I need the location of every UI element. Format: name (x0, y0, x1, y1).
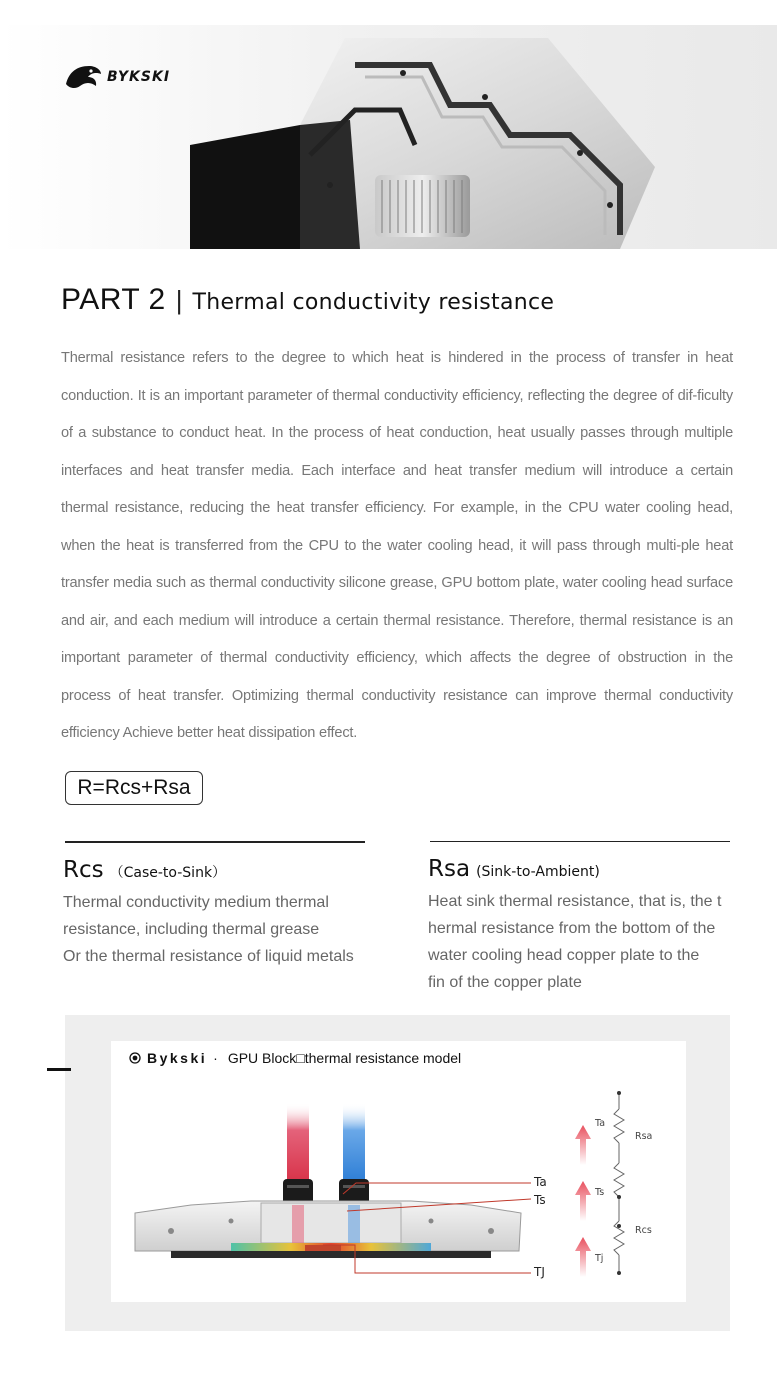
rcs-line: resistance, including thermal grease (63, 921, 320, 938)
rsa-line: Heat sink thermal resistance, that is, the t (428, 893, 722, 910)
hot-water-tube (287, 1103, 309, 1181)
rsa-abbr: Rsa (428, 856, 471, 882)
model-label-rsa: Rsa (635, 1131, 653, 1142)
section-title (61, 283, 554, 317)
description-paragraph: Thermal resistance refers to the degree to which heat is hindered in the process of transfer in heat conduction. It is an important parameter of thermal conductivity efficiency, reflecting the degree of dif-ficulty of a substance to conduct heat. In the process of heat conduction, heat usually passes through multiple interfaces and heat transfer media. Each interface and heat transfer medium will introduce a certain thermal resistance, reducing the heat transfer efficiency. For example, in the CPU water cooling head, when the heat is transferred from the CPU to the water cooling head, it will pass through multi-ple heat transfer media such as thermal conductivity silicone grease, GPU bottom plate, water cooling head surface and air, and each medium will introduce a certain thermal resistance. Therefore, thermal resistance is an important parameter of thermal conductivity efficiency, which affects the degree of obstruction in the process of heat transfer. Optimizing thermal conductivity resistance can improve thermal conductivity efficiency Achieve better heat dissipation effect. (61, 350, 733, 741)
diagram-brand: Bykski (147, 1050, 208, 1066)
part-number: PART 2 (61, 283, 166, 316)
rsa-subtitle: (Sink-to-Ambient) (476, 864, 600, 880)
diagram-title (129, 1050, 461, 1066)
label-ta: Ta (534, 1175, 547, 1189)
rcs-line: Or the thermal resistance of liquid metals (63, 948, 354, 965)
formula-badge: R=Rcs+Rsa (65, 771, 203, 805)
rcs-description (63, 889, 368, 970)
model-label-ts: Ts (595, 1187, 605, 1198)
rcs-abbr: Rcs (63, 857, 104, 883)
resistor-icon (614, 1093, 624, 1273)
label-tj: TJ (534, 1265, 545, 1279)
part-heading: Thermal conductivity resistance (192, 290, 555, 315)
rcs-heading (63, 857, 368, 883)
hero-banner (0, 0, 777, 255)
rsa-column (428, 841, 733, 996)
water-block-image (150, 25, 777, 249)
radio-dot-icon (129, 1052, 141, 1064)
model-label-ta: Ta (595, 1118, 606, 1129)
model-label-tj: Tj (595, 1253, 604, 1264)
diagram-bullet: · (213, 1050, 218, 1066)
decorative-dash (47, 1068, 71, 1071)
rsa-heading (428, 856, 733, 882)
rsa-divider (430, 841, 730, 842)
dragon-logo-icon (63, 62, 103, 92)
diagram-heading: GPU Block□thermal resistance model (227, 1050, 462, 1066)
cold-water-tube (343, 1103, 365, 1181)
title-separator: | (175, 285, 183, 315)
rcs-column (63, 841, 368, 970)
rcs-line: Thermal conductivity medium thermal (63, 894, 329, 911)
rsa-description (428, 888, 733, 996)
label-ts: Ts (534, 1193, 546, 1207)
rsa-line: water cooling head copper plate to the (428, 947, 700, 964)
thermal-model-diagram (111, 1041, 686, 1302)
logo-wordmark: BYKSKI (107, 69, 171, 85)
heat-arrow-icon (575, 1125, 591, 1277)
rsa-line: fin of the copper plate (428, 974, 582, 991)
rcs-divider (65, 841, 365, 843)
rsa-line: hermal resistance from the bottom of the (428, 920, 716, 937)
brand-logo (63, 62, 170, 92)
rcs-subtitle: （Case-to-Sink） (109, 865, 227, 881)
model-label-rcs: Rcs (635, 1225, 652, 1236)
